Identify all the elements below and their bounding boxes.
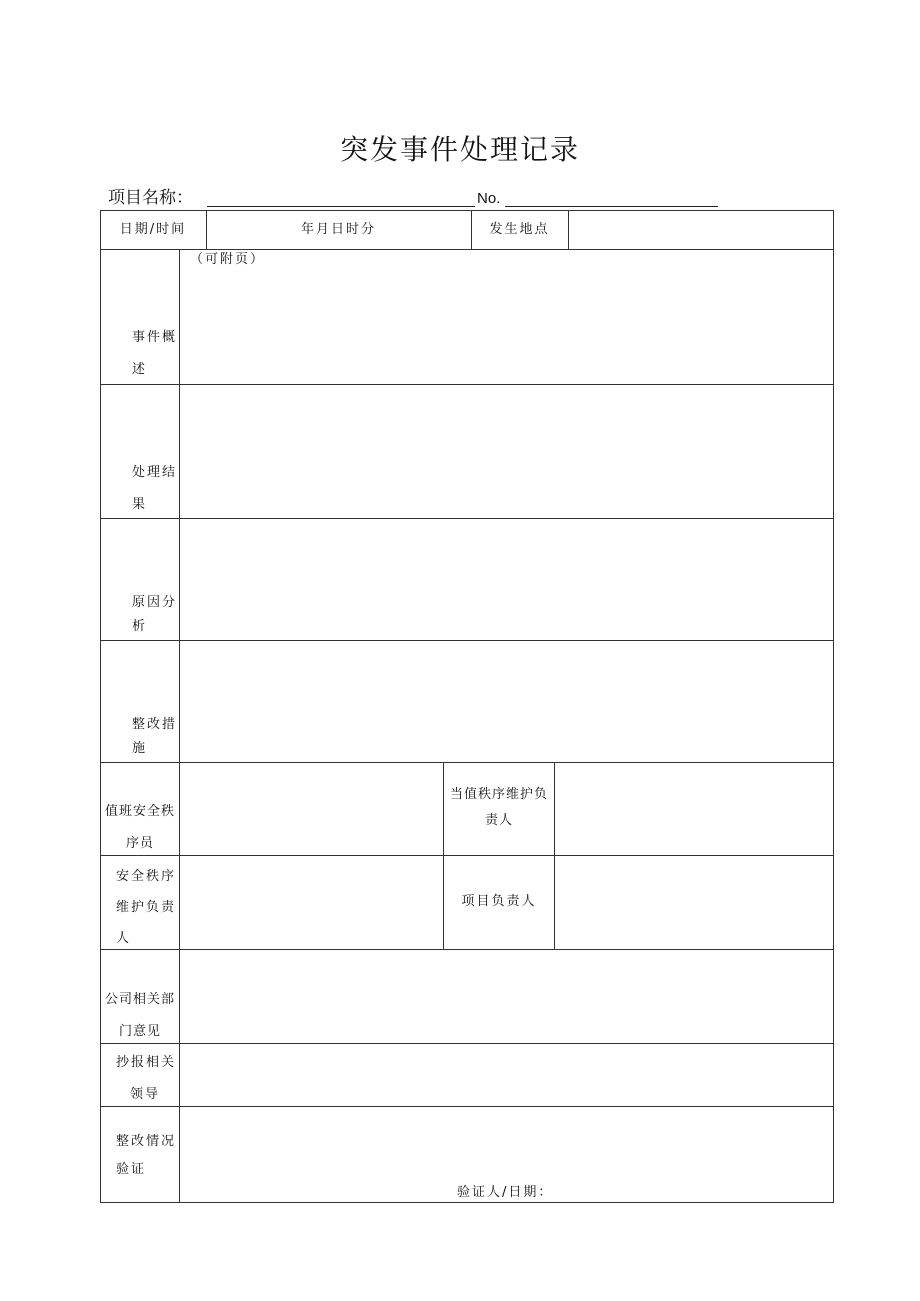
on-duty-supervisor-label: 当值秩序维护负 责人 — [449, 787, 548, 828]
on-duty-supervisor-field[interactable] — [555, 763, 834, 855]
attach-page-note: （可附页） — [190, 252, 266, 267]
handling-result-field[interactable] — [180, 385, 834, 518]
verification-label: 整改情况 验证 — [116, 1134, 177, 1177]
event-summary-label: 事件概 述 — [132, 330, 178, 377]
location-field[interactable] — [568, 210, 834, 249]
handling-result-label: 处理结 果 — [132, 465, 178, 512]
record-number-field[interactable] — [505, 206, 718, 207]
cause-analysis-label: 原因分 析 — [132, 595, 178, 634]
report-leaders-label: 抄报相关 领导 — [116, 1055, 177, 1102]
cause-analysis-field[interactable] — [180, 519, 834, 640]
duty-officer-label: 值班安全秩 序员 — [104, 804, 175, 851]
date-time-field[interactable]: 年月日时分 — [300, 222, 376, 237]
report-leaders-field[interactable] — [180, 1044, 834, 1106]
security-manager-label: 安全秩序 维护负责 人 — [116, 869, 177, 946]
project-name-field[interactable] — [207, 206, 475, 207]
corrective-measures-label: 整改措 施 — [132, 717, 178, 756]
security-manager-field[interactable] — [180, 856, 443, 949]
location-label: 发生地点 — [489, 222, 550, 237]
project-name-label: 项目名称： — [108, 188, 193, 208]
department-opinion-field[interactable] — [180, 950, 834, 1043]
date-time-label: 日期/时间 — [119, 222, 187, 237]
event-summary-field[interactable] — [180, 276, 834, 384]
record-number-label: No. — [477, 190, 501, 207]
project-manager-label: 项目负责人 — [461, 894, 537, 909]
verifier-date-label: 验证人/日期： — [457, 1185, 554, 1200]
corrective-measures-field[interactable] — [180, 641, 834, 762]
department-opinion-label: 公司相关部 门意见 — [104, 992, 175, 1039]
page-title: 突发事件处理记录 — [339, 133, 580, 166]
project-manager-field[interactable] — [555, 856, 834, 949]
duty-officer-field[interactable] — [180, 763, 443, 855]
